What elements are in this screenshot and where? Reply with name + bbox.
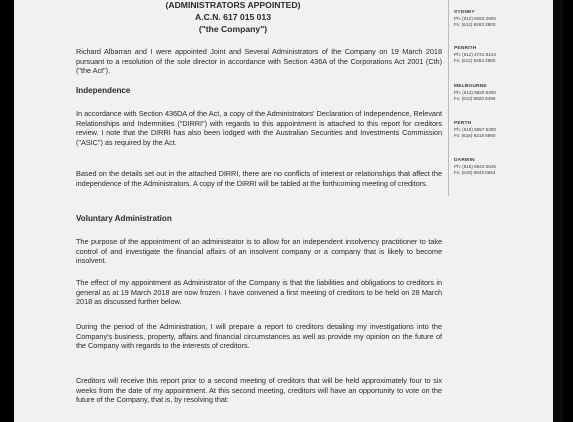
voluntary-paragraph-2: The effect of my appointment as Administrator of the Company is that the liabilities and obligations to creditors in general as at 19 March 2018 are now frozen. I have convened a first meeting of creditors to be held on 28 March 2018 as discussed further below. [76, 278, 442, 307]
office-fax: Fx: (618) 9218 8950 [454, 133, 496, 138]
office-city: SYDNEY [454, 10, 475, 15]
office-fax: Fx: (612) 9263 2800 [454, 58, 496, 63]
voluntary-administration-heading: Voluntary Administration [76, 214, 172, 223]
office-phone: Ph: (612) 4721 8144 [454, 52, 496, 57]
office-penrith [454, 46, 524, 64]
independence-heading: Independence [76, 86, 131, 95]
office-melbourne [454, 84, 524, 102]
header-line-company: ("the Company") [198, 24, 268, 34]
independence-paragraph-1: In accordance with Section 436DA of the Act, a copy of the Administrators' Declaration of Independence, Relevant Relationships and Indemnities ("DIRRI") with regards to this appointment is attached to this report for creditors review. I note that the DIRRI has also been lodged with the Australian Securities and Investments Commission ("ASIC") as required by the Act. [76, 109, 442, 147]
voluntary-paragraph-3: During the period of the Administration, I will prepare a report to creditors detailing my investigations into the Company's business, property, affairs and financial circumstances as well as provide my opinion on the future of the Company with regards to the interests of creditors. [76, 322, 442, 351]
office-fax: Fx: (612) 9263 2800 [454, 22, 496, 27]
voluntary-paragraph-1: The purpose of the appointment of an administrator is to allow for an independent insolvency practitioner to take control of and investigate the financial affairs of an insolvent company or a company that is likely to become insolvent. [76, 237, 442, 266]
office-darwin [454, 158, 524, 176]
office-phone: Ph: (618) 8943 0645 [454, 164, 496, 169]
office-phone: Ph: (613) 9820 6400 [454, 90, 496, 95]
intro-paragraph: Richard Albarran and I were appointed Joint and Several Administrators of the Company on 19 March 2018 pursuant to a resolution of the sole director in accordance with Section 436A of the Corporations Act 2001 (Cth) ("the Act"). [76, 47, 442, 76]
office-perth [454, 121, 524, 139]
office-city: MELBOURNE [454, 84, 487, 89]
page-edge-shadow [553, 0, 563, 422]
office-city: PENRITH [454, 46, 477, 51]
office-fax: Fx: (618) 8943 0654 [454, 170, 496, 175]
voluntary-paragraph-4: Creditors will receive this report prior to a second meeting of creditors that will be held approximately four to six weeks from the date of my appointment. At this second meeting, creditors will have an opportunity to vote on the future of the Company, that is, by resolving that: [76, 376, 442, 405]
office-city: PERTH [454, 121, 472, 126]
office-phone: Ph: (618) 6557 6200 [454, 127, 496, 132]
office-fax: Fx: (613) 9820 6499 [454, 96, 496, 101]
office-phone: Ph: (612) 9263 2600 [454, 16, 496, 21]
header-line-administrators: (ADMINISTRATORS APPOINTED) [165, 0, 301, 10]
independence-paragraph-2: Based on the details set out in the attached DIRRI, there are no conflicts of interest or relationships that affect the independence of the Administrators. A copy of the DIRRI will be tabled at the forthcoming meeting of creditors. [76, 169, 442, 188]
sidebar-divider [448, 0, 449, 196]
header-line-acn: A.C.N. 617 015 013 [195, 12, 271, 22]
office-sydney [454, 10, 524, 28]
document-page [14, 0, 563, 422]
office-city: DARWIN [454, 158, 475, 163]
